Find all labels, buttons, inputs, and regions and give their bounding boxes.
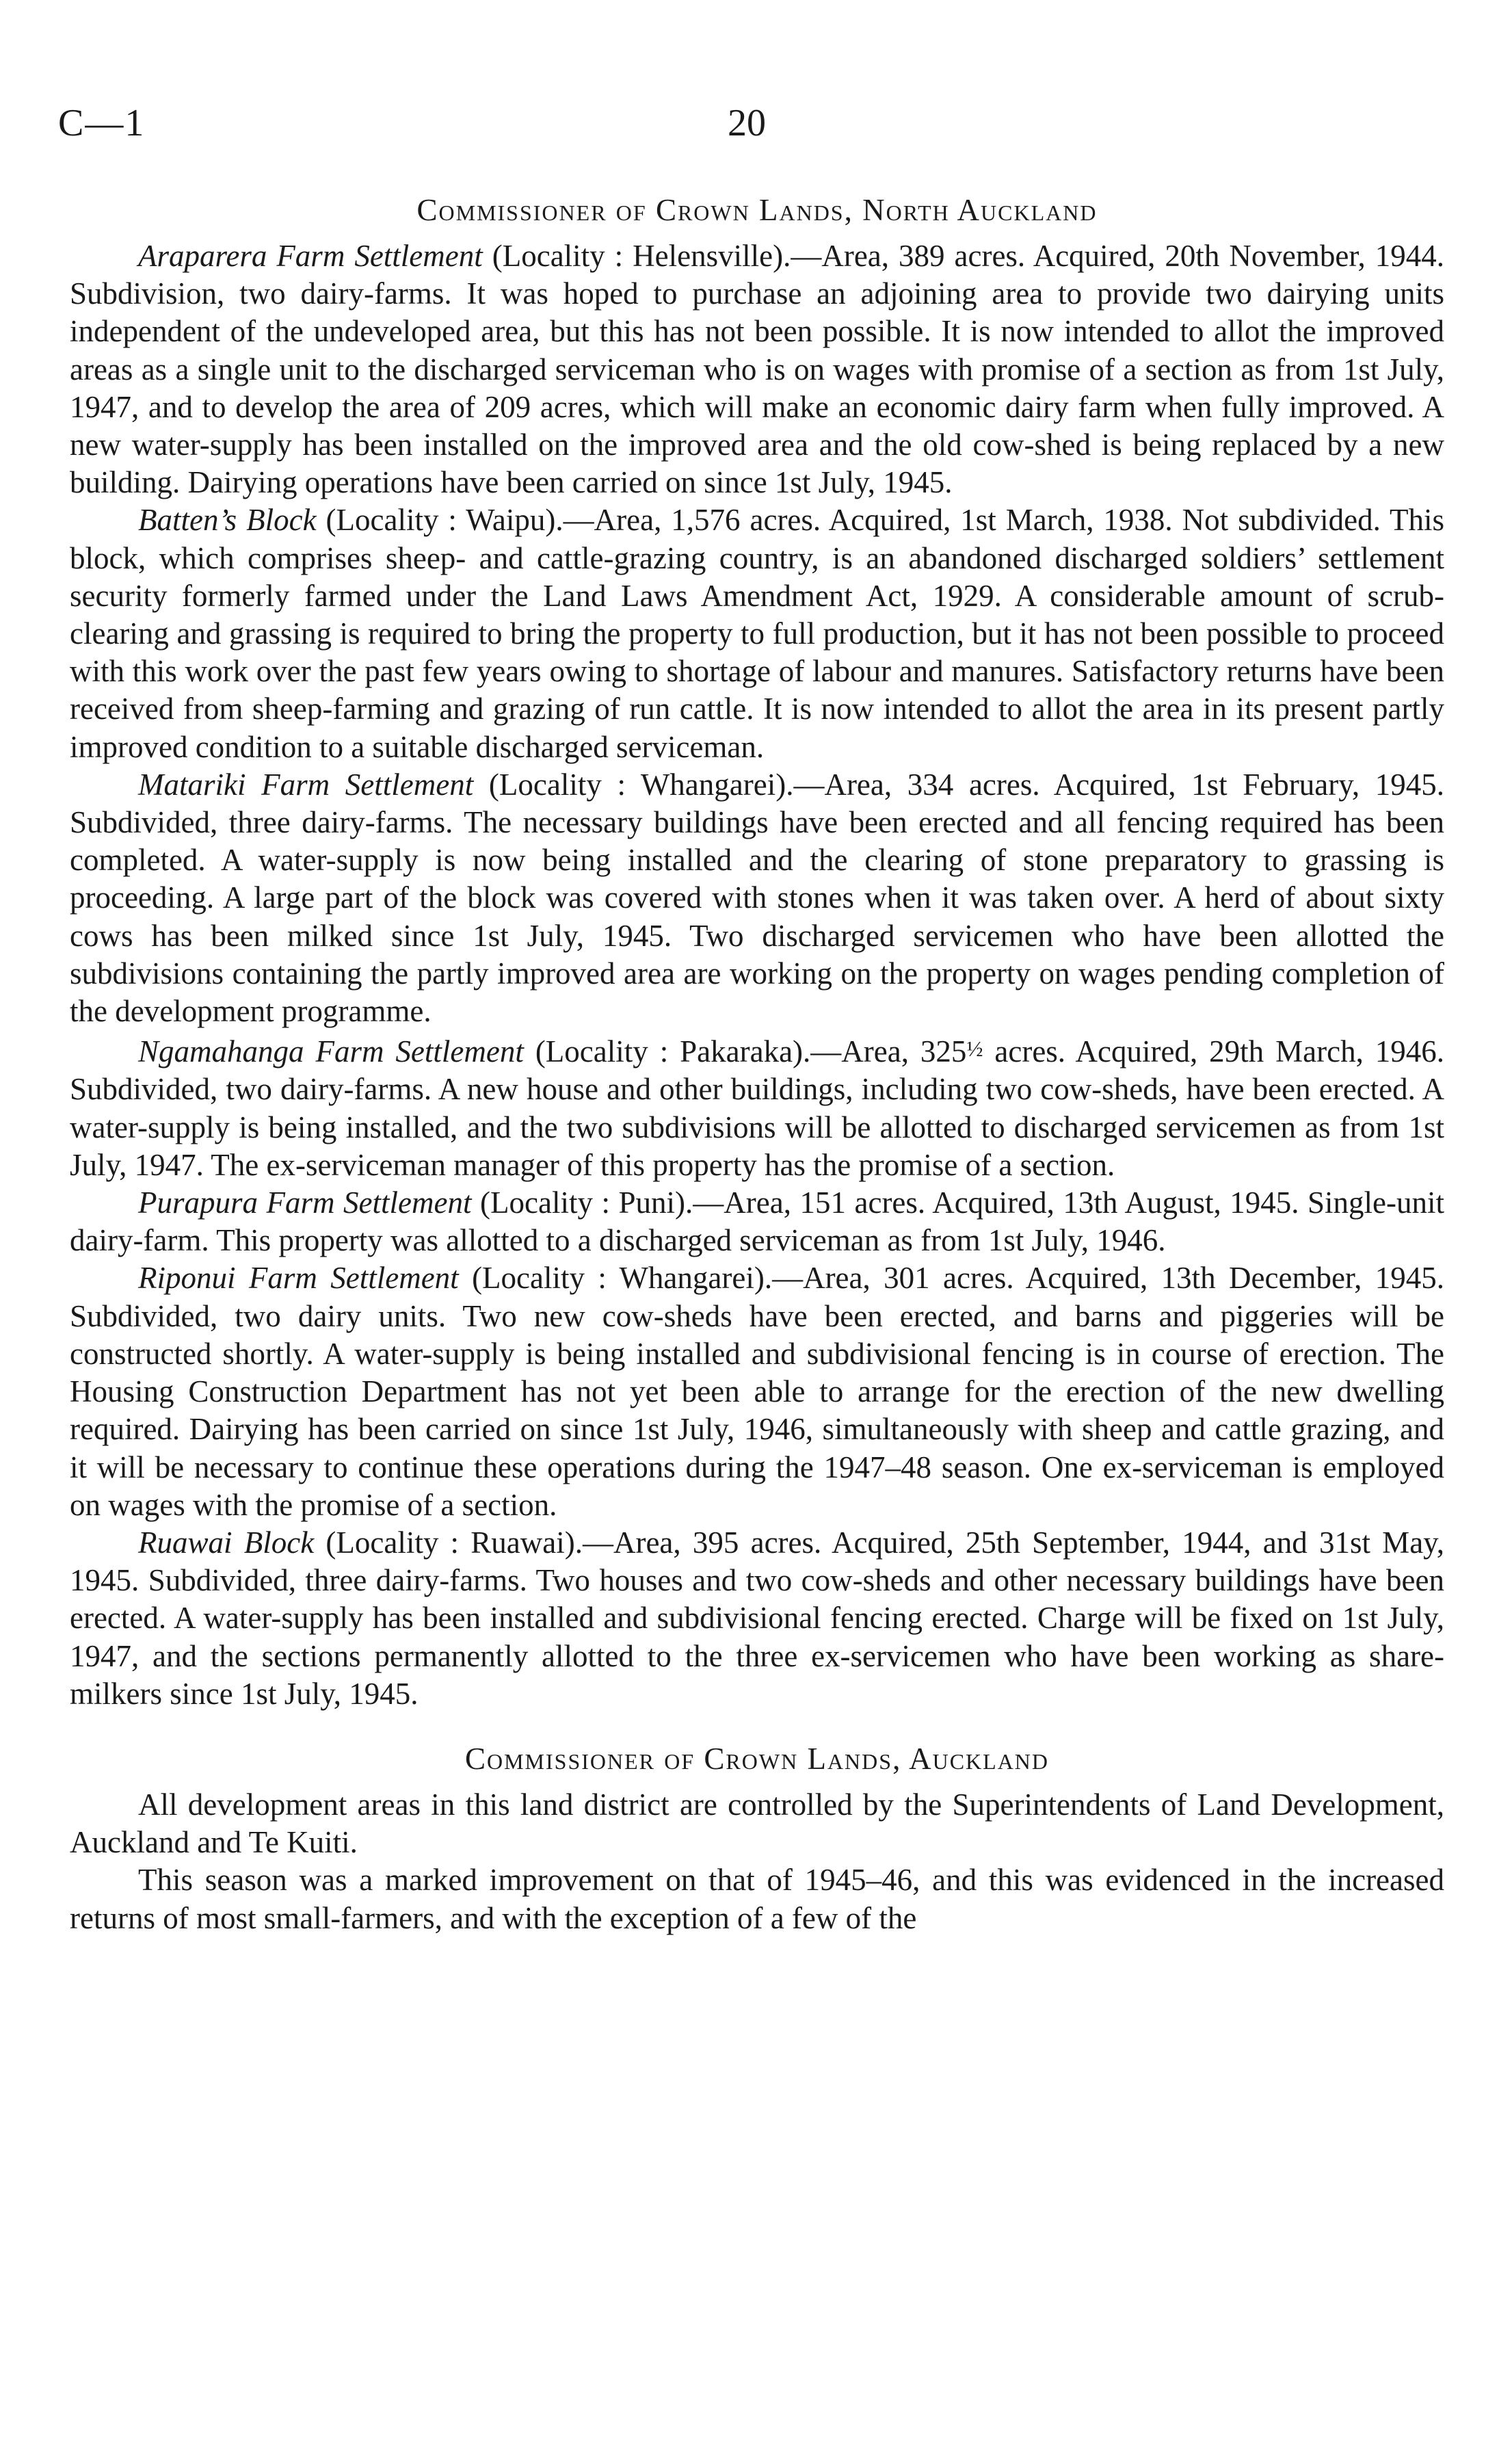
entry-text: (Locality : Puni).—Area, 151 acres. Acquired, 13th August, 1945. Single-unit dairy-farm. This property was allotted to a discharged serviceman as from 1st July, 1946. bbox=[70, 1185, 1445, 1258]
entry-text: (Locality : Whangarei).—Area, 301 acres. Acquired, 13th December, 1945. Subdivided, two dairy units. Two new cow-sheds have been erected, and barns and piggeries will be constructed shortly. A water-supply is being installed and subdivisional fencing is in course of erection. The Housing Construction Department has not yet been able to arrange for the erection of the new dwelling required. Dairying has been carried on since 1st July, 1946, simultaneously with sheep and cattle grazing, and it will be necessary to continue these operations during the 1947–48 season. One ex-serviceman is employed on wages with the promise of a section. bbox=[70, 1261, 1444, 1522]
body-text bbox=[70, 192, 1444, 1937]
section-heading-auckland: Commissioner of Crown Lands, Auckland bbox=[464, 1741, 1050, 1776]
entry-araparera bbox=[70, 237, 1444, 501]
page-number: 20 bbox=[728, 102, 766, 144]
entry-text: (Locality : Whangarei).—Area, 334 acres. Acquired, 1st February, 1945. Subdivided, three dairy-farms. The necessary buildings have been erected and all fencing required has been completed. A water-supply is now being installed and the clearing of stone preparatory to grassing is proceeding. A large part of the block was covered with stones when it was taken over. A herd of about sixty cows has been milked since 1st July, 1945. Two discharged servicemen who have been allotted the subdivisions containing the partly improved area are working on the property on wages pending completion of the development programme. bbox=[70, 767, 1444, 1029]
entry-text: (Locality : Waipu).—Area, 1,576 acres. Acquired, 1st March, 1938. Not subdivided. This block, which comprises sheep- and cattle-grazing country, is an abandoned discharged soldiers’ settlement security formerly farmed under the Land Laws Amendment Act, 1929. A considerable amount of scrub-clearing and grassing is required to bring the property to full production, but it has not been possible to proceed with this work over the past few years owing to shortage of labour and manures. Satisfactory returns have been received from sheep-farming and grazing of run cattle. It is now intended to allot the area in its present partly improved condition to a suitable discharged serviceman. bbox=[70, 503, 1444, 764]
entry-riponui bbox=[70, 1259, 1444, 1523]
entry-text-continued: acres. Acquired, 29th March, 1946. Subdivided, two dairy-farms. A new house and other buildings, including two cow-sheds, have been erected. A water-supply is being installed, and the two subdivisions will be allotted to discharged servicemen as from 1st July, 1947. The ex-serviceman manager of this property has the promise of a section. bbox=[70, 1034, 1445, 1182]
paragraph-season: This season was a marked improvement on that of 1945–46, and this was evidenced in the increased returns of most small-farmers, and with the exception of a few of the bbox=[70, 1863, 1444, 1935]
section-heading-north-auckland: Commissioner of Crown Lands, North Auckland bbox=[416, 193, 1098, 227]
entry-name: Ruawai Block bbox=[138, 1525, 315, 1560]
entry-purapura bbox=[70, 1184, 1444, 1259]
entry-battens-block bbox=[70, 501, 1444, 765]
document-reference: C—1 bbox=[58, 102, 146, 144]
entry-name: Araparera Farm Settlement bbox=[138, 239, 483, 273]
entry-name: Ngamahanga Farm Settlement bbox=[138, 1034, 524, 1069]
entry-ruawai bbox=[70, 1524, 1444, 1713]
entry-matariki bbox=[70, 766, 1444, 1030]
area-fraction: ½ bbox=[966, 1036, 983, 1062]
entry-name: Batten’s Block bbox=[138, 503, 317, 538]
paragraph-development-areas: All development areas in this land district are controlled by the Superintendents of Land Development, Auckland and Te Kuiti. bbox=[70, 1787, 1444, 1860]
entry-name: Riponui Farm Settlement bbox=[138, 1261, 459, 1296]
entry-text: (Locality : Helensville).—Area, 389 acres. Acquired, 20th November, 1944. Subdivision, two dairy-farms. It was hoped to purchase an adjoining area to provide two dairying units independent of the undeveloped area, but this has not been possible. It is now intended to allot the improved areas as a single unit to the discharged serviceman who is on wages with promise of a section as from 1st July, 1947, and to develop the area of 209 acres, which will make an economic dairy farm when fully improved. A new water-supply has been installed on the improved area and the old cow-shed is being replaced by a new building. Dairying operations have been carried on since 1st July, 1945. bbox=[70, 239, 1444, 500]
entry-name: Matariki Farm Settlement bbox=[138, 767, 474, 802]
entry-text: (Locality : Pakaraka).—Area, 325 bbox=[523, 1034, 967, 1069]
entry-text: (Locality : Ruawai).—Area, 395 acres. Acquired, 25th September, 1944, and 31st May, 1945. Subdivided, three dairy-farms. Two houses and two cow-sheds and other necessary buildings have been erected. A water-supply has been installed and subdivisional fencing erected. Charge will be fixed on 1st July, 1947, and the sections permanently allotted to the three ex-servicemen who have been working as share-milkers since 1st July, 1945. bbox=[70, 1525, 1444, 1711]
entry-name: Purapura Farm Settlement bbox=[138, 1185, 472, 1220]
entry-ngamahanga bbox=[70, 1030, 1444, 1184]
